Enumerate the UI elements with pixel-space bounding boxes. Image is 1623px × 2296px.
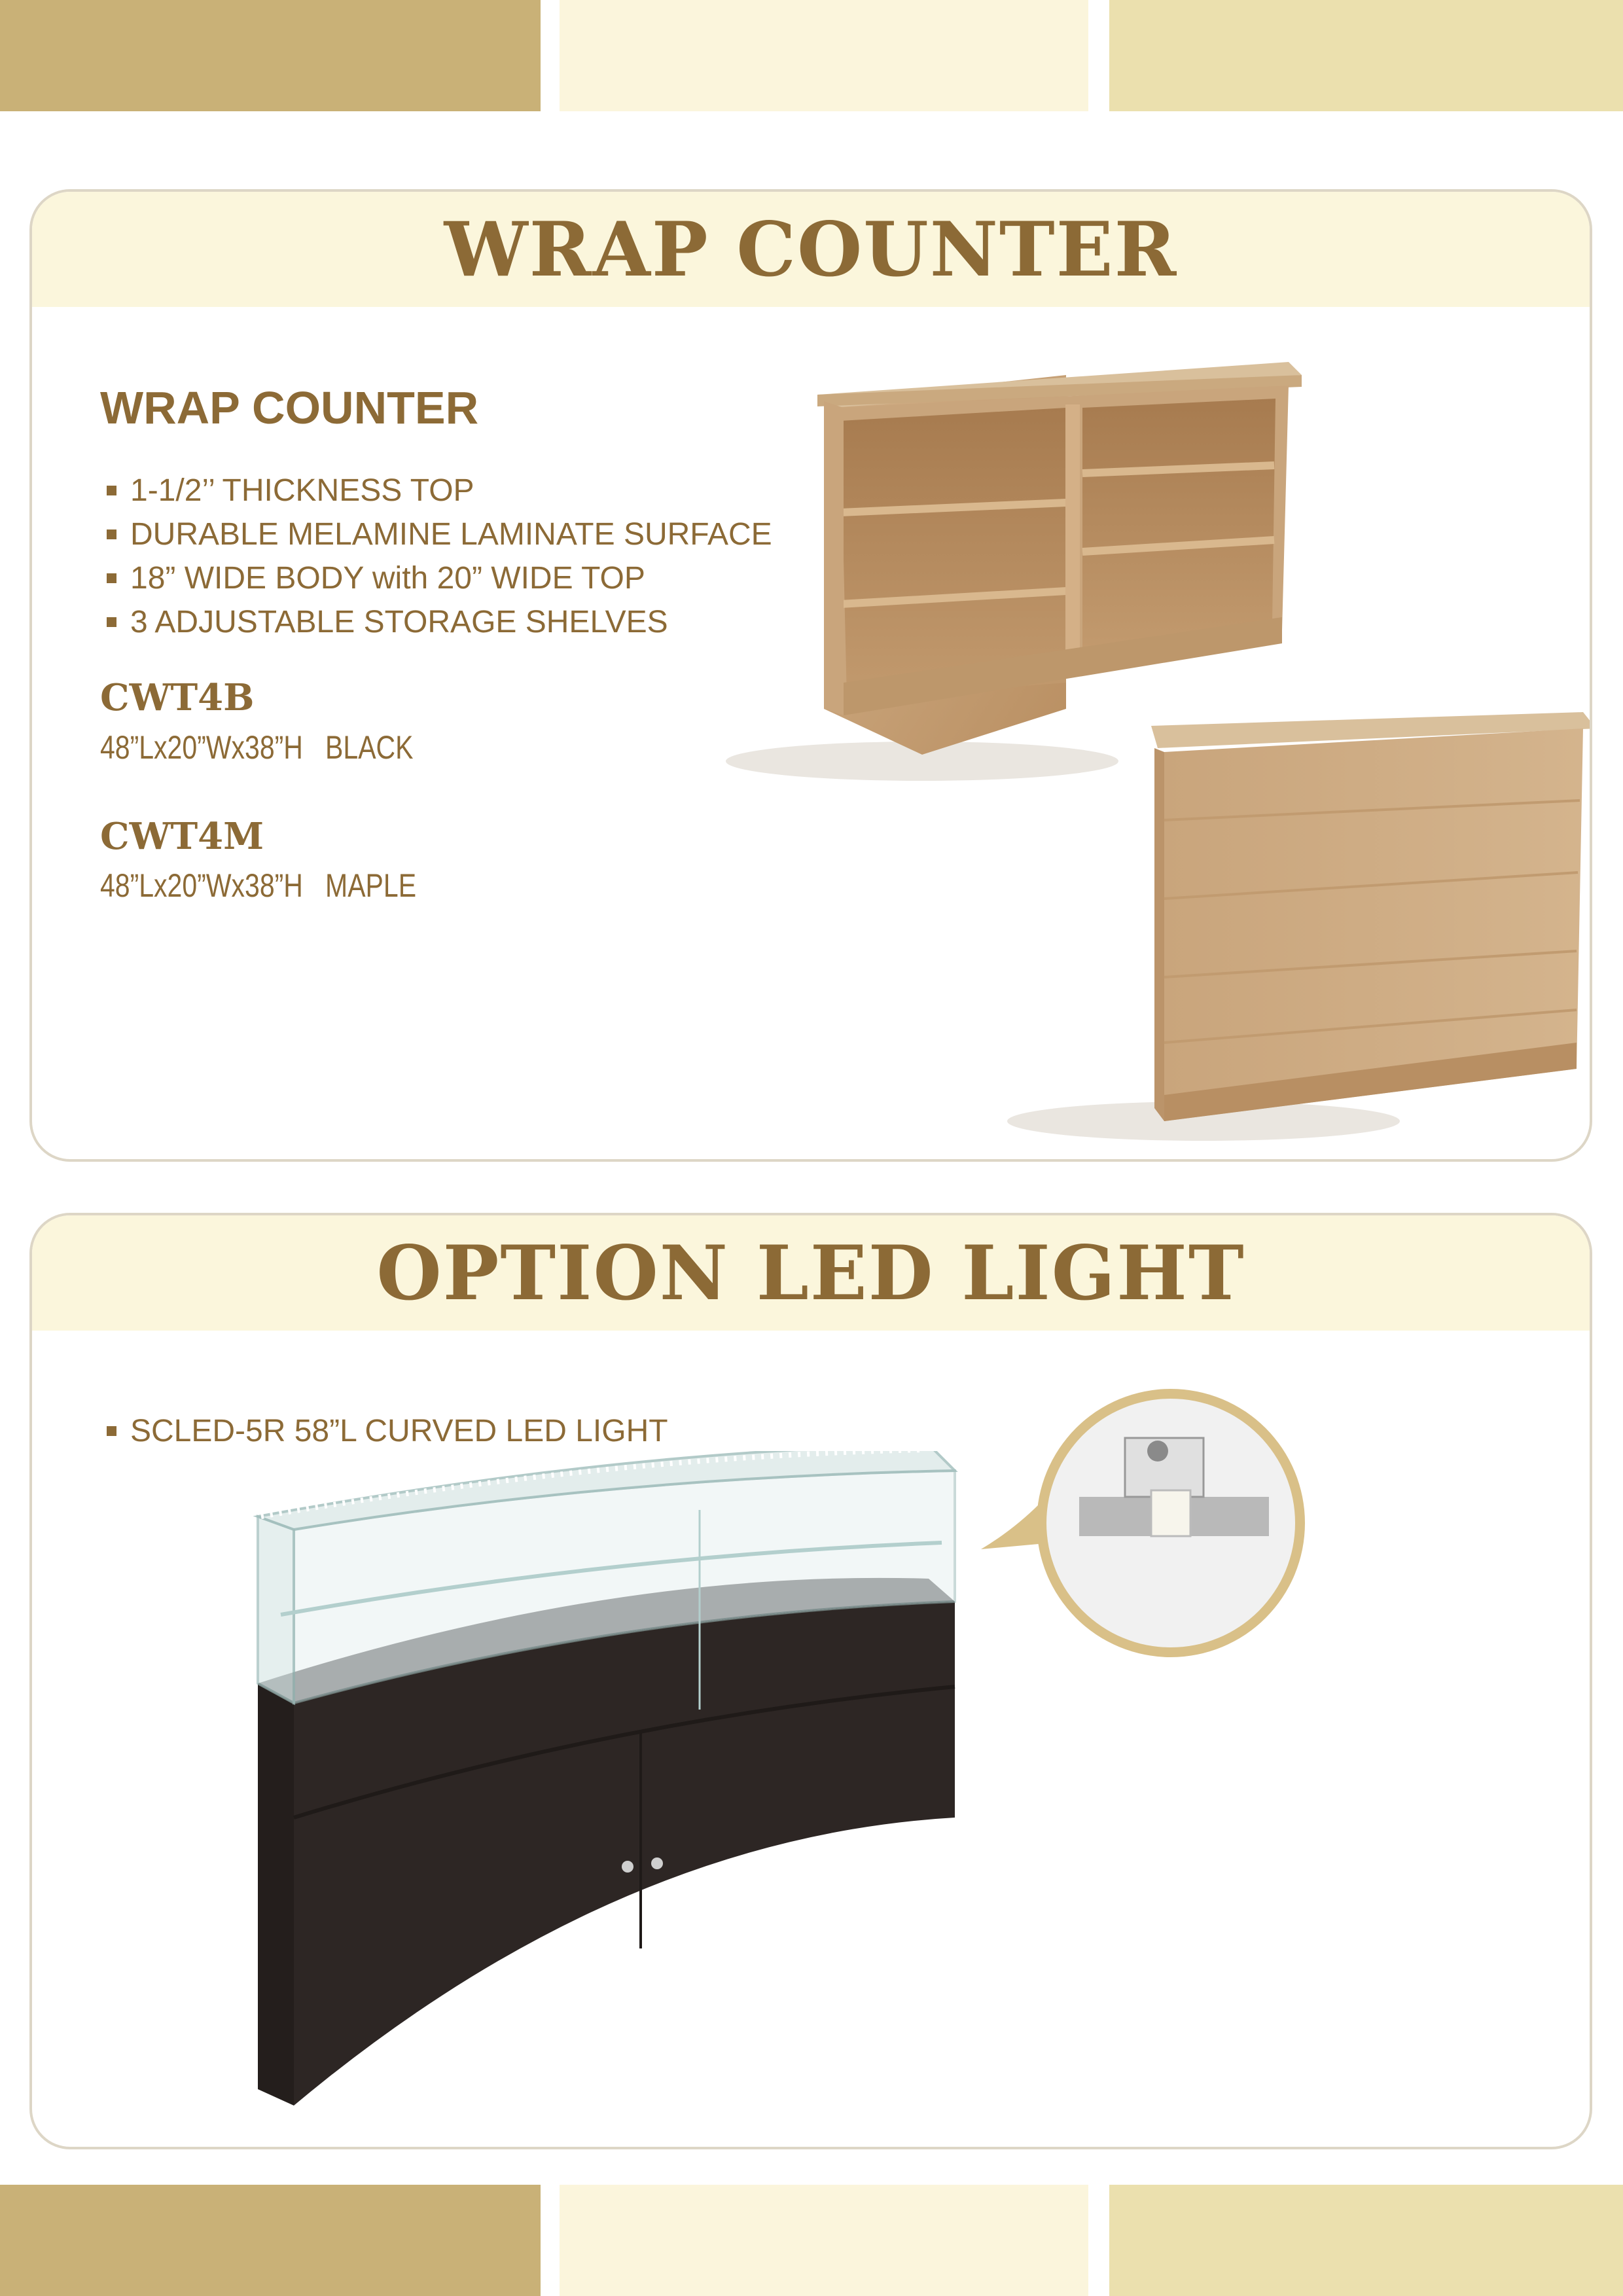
feature-item: SCLED-5R 58”L CURVED LED LIGHT: [100, 1409, 668, 1453]
model-spec-black: 48”Lx20”Wx38”H BLACK: [100, 729, 414, 766]
top-bar-left: [0, 0, 541, 111]
bottom-bar-left: [0, 2185, 541, 2296]
led-light-panel: [29, 1213, 1592, 2149]
curved-glass-showcase-image: [222, 1451, 1007, 2138]
bullet-icon: [107, 573, 116, 583]
bottom-bar-middle: [560, 2185, 1088, 2296]
feature-item: 18” WIDE BODY with 20” WIDE TOP: [100, 556, 772, 600]
led-detail-zoom-image: [961, 1372, 1380, 1674]
bullet-icon: [107, 1426, 116, 1436]
model-code-maple: CWT4M: [100, 815, 264, 858]
feature-item: DURABLE MELAMINE LAMINATE SURFACE: [100, 512, 772, 556]
feature-item: 3 ADJUSTABLE STORAGE SHELVES: [100, 600, 772, 644]
feature-list: [100, 469, 772, 644]
led-feature-list: [100, 1409, 668, 1453]
bullet-icon: [107, 617, 116, 627]
wrap-counter-panel: [29, 189, 1592, 1162]
bottom-bar-right: [1109, 2185, 1623, 2296]
wrap-counter-header: [32, 192, 1590, 307]
led-light-title: OPTION LED LIGHT: [376, 1229, 1245, 1317]
wrap-counter-title: WRAP COUNTER: [444, 206, 1178, 293]
model-spec-maple: 48”Lx20”Wx38”H MAPLE: [100, 867, 417, 904]
product-subtitle: WRAP COUNTER: [100, 382, 479, 433]
feature-item: 1-1/2’’ THICKNESS TOP: [100, 469, 772, 512]
top-bar-middle: [560, 0, 1088, 111]
bullet-icon: [107, 486, 116, 495]
model-code-black: CWT4B: [100, 676, 255, 719]
led-light-header: [32, 1215, 1590, 1331]
bullet-icon: [107, 529, 116, 539]
closed-front-counter-image: [1007, 702, 1592, 1160]
top-bar-right: [1109, 0, 1623, 111]
